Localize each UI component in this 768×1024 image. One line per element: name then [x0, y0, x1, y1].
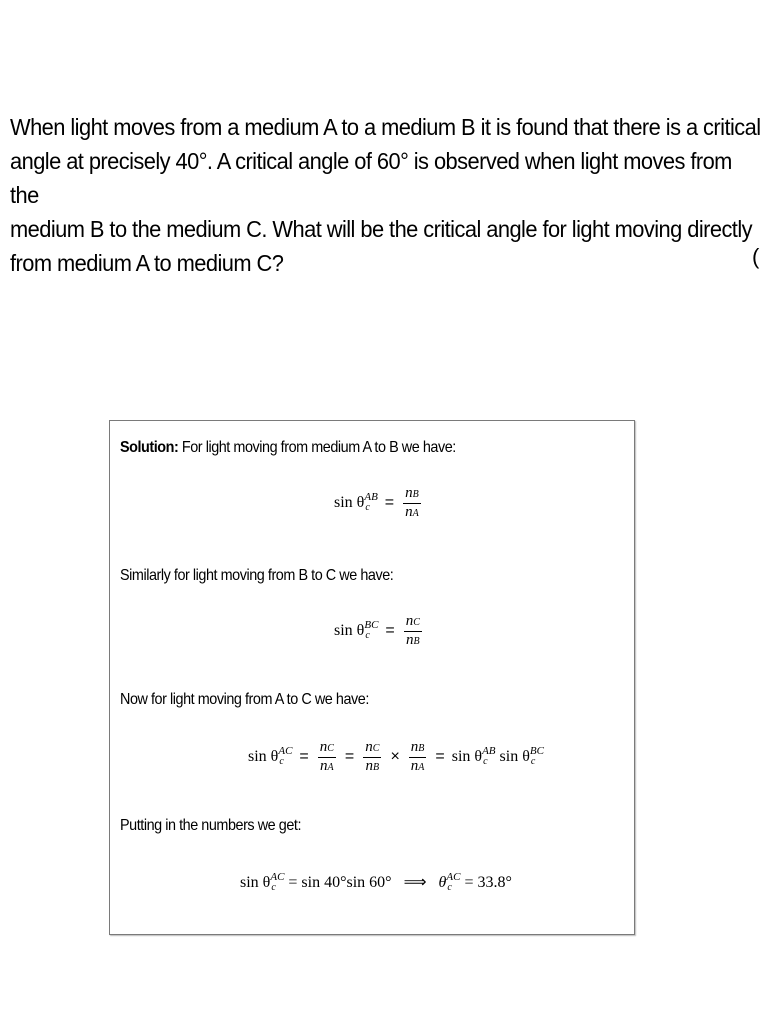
eq3-fraction-1: $\frac{nC}{nA}$: [319, 739, 334, 774]
eq1-lhs: sin θ: [334, 494, 365, 512]
eq1-den-sub: A: [412, 508, 419, 519]
implies-arrow: ⟹: [403, 874, 427, 891]
eq4-result-theta: θ: [438, 874, 447, 891]
eq1-sub: c: [365, 502, 370, 514]
eq3-equals-3: =: [435, 748, 445, 766]
eq1-num: n: [405, 485, 413, 501]
question-line-2: angle at precisely 40°. A critical angle of 60° is observed when light moves from the: [10, 148, 732, 208]
stray-parenthesis: (: [752, 244, 760, 269]
eq1-num-sub: B: [412, 489, 419, 500]
solution-intro: [120, 439, 456, 457]
equation-bc: [334, 613, 424, 650]
question-line-3: medium B to the medium C. What will be the critical angle for light moving directly: [10, 216, 752, 242]
eq3-equals-2: =: [344, 748, 355, 766]
solution-putting: Putting in the numbers we get:: [120, 817, 302, 834]
eq2-num-sub: C: [413, 617, 420, 628]
eq2-den-sub: B: [413, 636, 420, 647]
equation-ab: [334, 485, 423, 522]
eq2-equals: =: [385, 622, 395, 640]
solution-intro-text: For light moving from medium A to B we have:: [181, 439, 456, 456]
eq3-sub: c: [279, 756, 284, 768]
eq3-times: ×: [390, 748, 400, 766]
eq3-sup: AC: [278, 745, 293, 758]
solution-now: Now for light moving from A to C we have:: [120, 691, 369, 708]
eq2-den: n: [406, 632, 414, 648]
eq3-lhs: sin θ: [248, 748, 279, 766]
eq3-equals-1: =: [299, 748, 309, 766]
eq1-den: n: [405, 504, 413, 520]
eq2-sub: c: [365, 630, 370, 642]
eq4-lhs: sin θ: [240, 874, 271, 891]
eq2-num: n: [405, 613, 414, 629]
solution-similarly: Similarly for light moving from B to C we have:: [120, 567, 394, 584]
eq1-sup: AB: [364, 491, 378, 504]
eq4-middle: = sin 40°sin 60°: [288, 874, 392, 891]
question-line-1: When light moves from a medium A to a medium B it is found that there is a critical: [10, 114, 761, 140]
eq1-fraction: [403, 485, 421, 522]
eq1-equals: =: [384, 494, 395, 512]
solution-label: Solution:: [120, 439, 179, 456]
eq4-result-value: = 33.8°: [464, 874, 512, 891]
eq3-fraction-3: $\frac{nB}{nA}$: [410, 739, 425, 774]
question-text: [10, 110, 761, 280]
eq2-lhs: sin θ: [334, 622, 365, 640]
equation-result: sin θAC c = sin 40°sin 60° ⟹ θAC c = 33.8°: [240, 871, 512, 893]
eq3-fraction-2: $\frac{nC}{nB}$: [365, 739, 380, 774]
eq3-rhs2: sin θ: [499, 748, 530, 766]
eq2-fraction: [404, 613, 422, 650]
question-line-4: from medium A to medium C?: [10, 250, 284, 276]
eq2-sup: BC: [364, 619, 379, 632]
eq3-rhs1: sin θ: [451, 748, 483, 766]
equation-ac: sin θAC c = $\frac{nC}{nA}$ = $\frac{nC}{nB}$ × $\frac{nB}{nA}$ = sin θAB c sin θBC c: [248, 739, 544, 774]
solution-box: [109, 420, 635, 935]
